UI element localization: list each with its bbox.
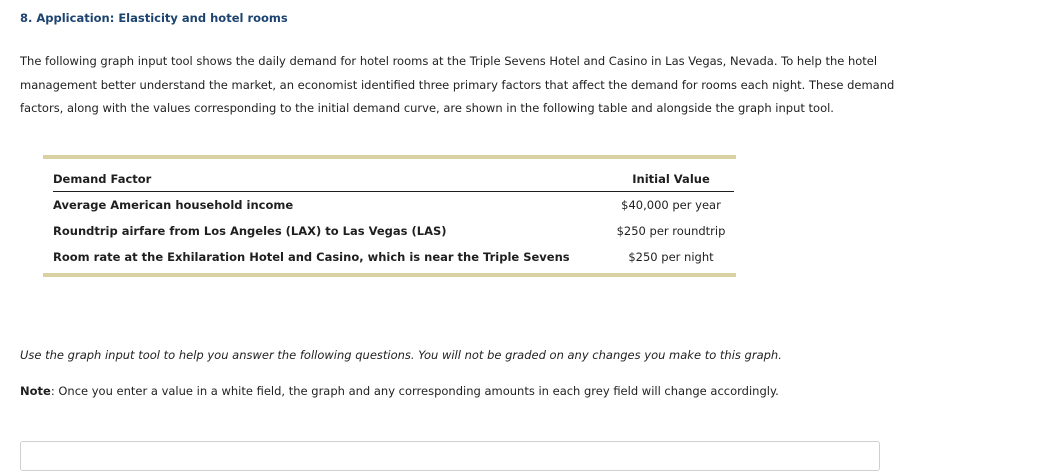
demand-factor-table-container xyxy=(43,155,736,277)
row-initial-value: $40,000 per year xyxy=(621,198,721,212)
intro-line: The following graph input tool shows the daily demand for hotel rooms at the Triple Sevens Hotel and Casino in Las Vegas, Nevada. To help the hotel xyxy=(20,54,878,68)
intro-line: management better understand the market, an economist identified three primary factors that affect the demand for rooms each night. These demand xyxy=(20,77,895,92)
row-factor-label: Roundtrip airfare from Los Angeles (LAX) to Las Vegas (LAS) xyxy=(53,224,447,238)
graph-input-tool-panel[interactable] xyxy=(20,441,880,471)
instruction-text: Use the graph input tool to help you answer the following questions. You will not be graded on any changes you make to this graph. xyxy=(20,348,782,362)
header-demand-factor: Demand Factor xyxy=(53,167,608,192)
note-body: : Once you enter a value in a white field, the graph and any corresponding amounts in each grey field will change accordingly. xyxy=(50,384,779,398)
row-factor-label: Room rate at the Exhilaration Hotel and Casino, which is near the Triple Sevens xyxy=(53,250,570,264)
demand-factor-table xyxy=(53,167,734,270)
table-row xyxy=(53,192,734,219)
intro-paragraph xyxy=(20,50,1040,121)
row-factor-label: Average American household income xyxy=(53,198,294,212)
section-heading: 8. Application: Elasticity and hotel rooms xyxy=(20,11,288,25)
header-initial-value: Initial Value xyxy=(608,167,734,192)
table-header-row xyxy=(53,167,734,192)
note-label: Note xyxy=(20,384,51,398)
table-row xyxy=(53,218,734,244)
row-initial-value: $250 per night xyxy=(628,250,714,264)
table-row xyxy=(53,244,734,270)
intro-line: factors, along with the values corresponding to the initial demand curve, are shown in the following table and alongside the graph input tool. xyxy=(20,101,834,115)
note-text xyxy=(20,384,779,398)
row-initial-value: $250 per roundtrip xyxy=(616,224,726,238)
